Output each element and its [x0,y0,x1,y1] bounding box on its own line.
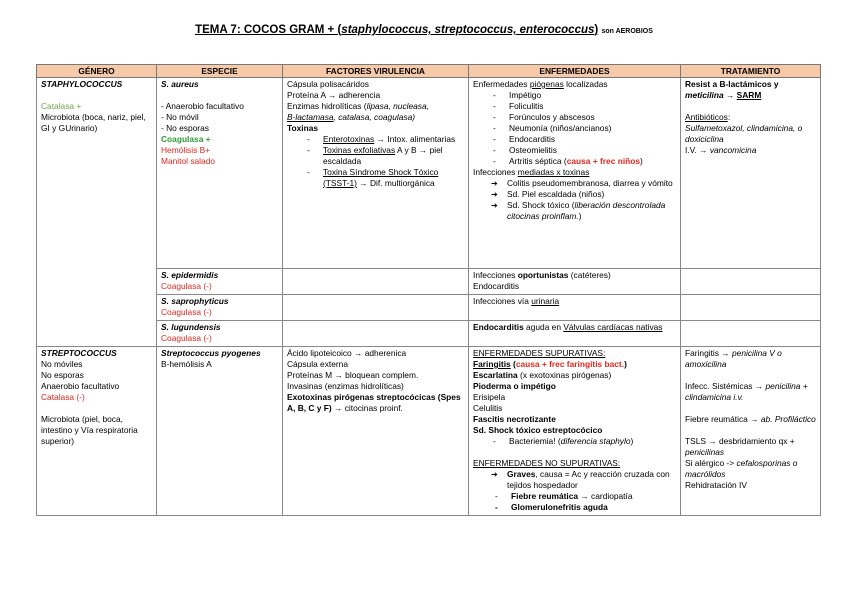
virulence-cell: Cápsula polisacáridos Proteína A → adherencia Enzimas hidrolíticas (lipasa, nucleasa, B-lactamasa, catalasa, coagulasa) Toxinas - Enterotoxinas → Intox. alimentarias - Toxinas exfoliativas A y B → piel escaldada - Toxina Síndrome Shock Tóxico (TSST-1) → Dif. multiorgánica [283,78,469,269]
species-name: S. lugundensis [161,322,221,332]
header-factores: FACTORES VIRULENCIA [283,65,469,78]
diseases-cell: Infecciones vía urinaria [469,295,681,321]
list-item: - Impétigo [473,90,676,101]
treatment-cell: Resist a B-lactámicos y meticilina → SARM Antibióticos: Sulfametoxazol, clindamicina, o doxiciclina I.V. → vancomicina [681,78,821,269]
document-title: TEMA 7: COCOS GRAM + (staphylococcus, streptococcus, enterococcus) son AEROBIOS [195,24,653,36]
list-item: - Foliculitis [473,101,676,112]
header-enfermedades: ENFERMEDADES [469,65,681,78]
species-cell: S. saprophyticus Coagulasa (-) [157,295,283,321]
staph-genus-cell: STAPHYLOCOCCUS Catalasa + Microbiota (boca, nariz, piel, GI y GUrinario) [37,78,157,347]
title-suffix: son AEROBIOS [601,28,653,35]
virulence-cell: Ácido lipoteicoico → adherenica Cápsula externa Proteínas M → bloquean complem. Invasinas (enzimas hidrolíticas) Exotoxinas pirógenas streptocócicas (Spes A, B, C y F) → citocinas proinf. [283,347,469,516]
species-name: S. saprophyticus [161,296,229,306]
header-row [37,65,821,78]
table-row [37,347,821,516]
diseases-cell: Endocarditis aguda en Válvulas cardíacas nativas [469,321,681,347]
diseases-cell: Enfermedades piógenas localizadas - Impétigo - Foliculitis - Forúnculos y abscesos - Neumonía (niños/ancianos) - Endocarditis - Osteomielitis - Artritis séptica (causa + frec niños) Infecciones mediadas x toxinas ➔ Colitis pseudomembranosa, diarrea y vómito ➔ Sd. Piel escaldada (niños) ➔ Sd. Shock tóxico (liberación descontrolada citocinas proinflam.) [469,78,681,269]
list-item: - Forúnculos y abscesos [473,112,676,123]
species-cell: S. lugundensis Coagulasa (-) [157,321,283,347]
diseases-cell: Infecciones oportunistas (catéteres) Endocarditis [469,269,681,295]
list-item: - Osteomielitis [473,145,676,156]
table-row [37,78,821,269]
species-name: S. epidermidis [161,270,219,280]
species-cell: S. aureus - Anaerobio facultativo - No móvil - No esporas Coagulasa + Hemólisis B+ Manitol salado [157,78,283,269]
list-item: - Artritis séptica (causa + frec niños) [473,156,676,167]
header-especie: ESPECIE [157,65,283,78]
species-name: Streptococcus pyogenes [161,348,261,358]
header-genero: GÉNERO [37,65,157,78]
strep-genus-cell: STREPTOCOCCUS No móviles No esporas Anaerobio facultativo Catalasa (-) Microbiota (piel, boca, intestino y Vía respiratoria superior) [37,347,157,516]
diseases-cell: ENFERMEDADES SUPURATIVAS: Faringitis (causa + frec faringitis bact.) Escarlatina (x exotoxinas pirógenas) Pioderma o impétigo Erisipela Celulitis Fascitis necrotizante Sd. Shock tóxico estreptocócico - Bacteriemia! (diferencia staphylo) ENFERMEDADES NO SUPURATIVAS: ➔ Graves, causa = Ac y reacción cruzada con tejidos hospedador - Fiebre reumática → cardiopatía - Glomerulonefritis aguda [469,347,681,516]
species-cell: Streptococcus pyogenes B-hemólisis A [157,347,283,516]
header-tratamiento: TRATAMIENTO [681,65,821,78]
genus-name: STREPTOCOCCUS [41,348,117,358]
list-item: - Neumonía (niños/ancianos) [473,123,676,134]
cocos-table [36,64,821,516]
genus-name: STAPHYLOCOCCUS [41,79,123,89]
list-item: - Endocarditis [473,134,676,145]
species-cell: S. epidermidis Coagulasa (-) [157,269,283,295]
treatment-cell: Faringitis → penicilina V o amoxicilina Infecc. Sistémicas → penicilina + clindamicina i.v. Fiebre reumática → ab. Profiláctico TSLS → desbridamiento qx + penicilinas Si alérgico -> cefalosporinas o macrólidos Rehidratación IV [681,347,821,516]
species-name: S. aureus [161,79,199,89]
